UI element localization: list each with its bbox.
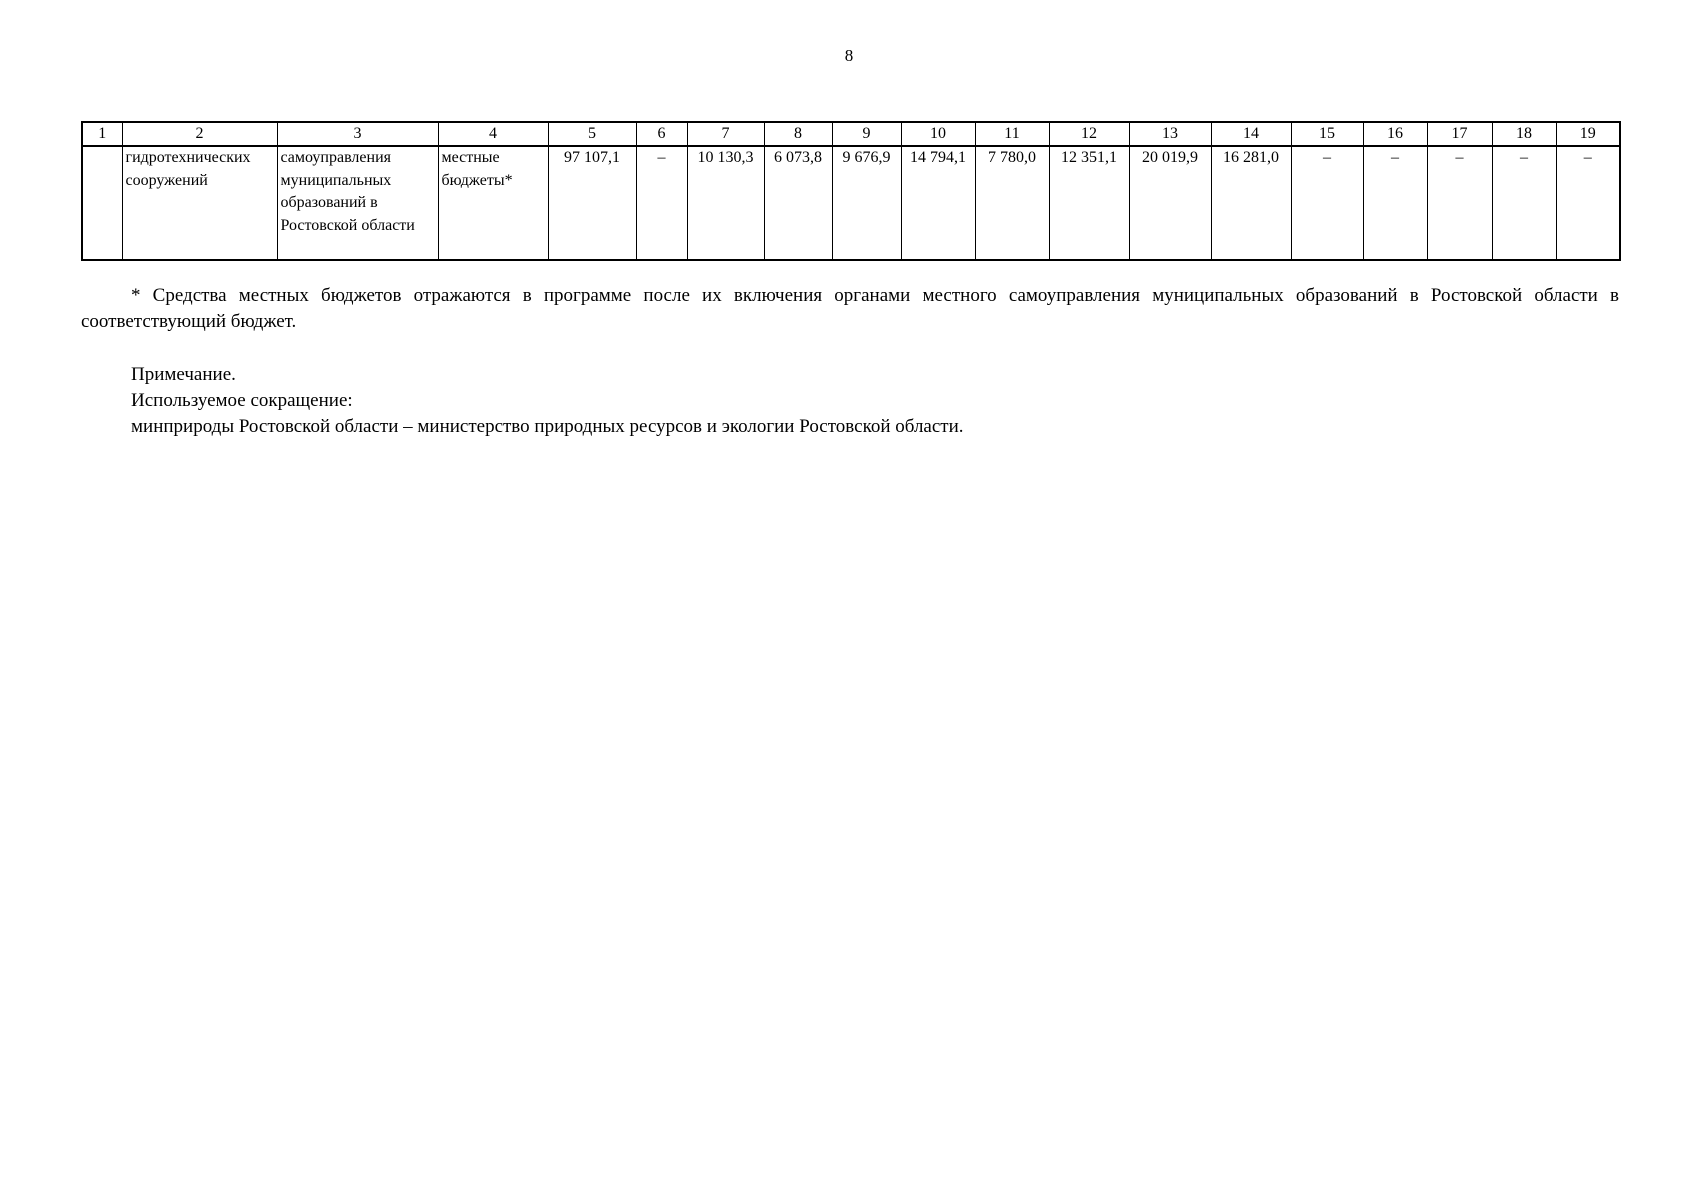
footnote: * Средства местных бюджетов отражаются в программе после их включения органами местного самоуправления муниципальных образований в Ростовской области в соответствующий бюджет. bbox=[81, 285, 1619, 332]
table-cell-source: местные бюджеты* bbox=[438, 146, 548, 260]
table-cell-value: 16 281,0 bbox=[1211, 146, 1291, 260]
note-title: Примечание. bbox=[131, 364, 236, 385]
column-header: 4 bbox=[438, 122, 548, 146]
table-cell-name: гидротехнических сооружений bbox=[122, 146, 277, 260]
column-header: 2 bbox=[122, 122, 277, 146]
table-cell-value: 10 130,3 bbox=[687, 146, 764, 260]
column-header: 19 bbox=[1556, 122, 1620, 146]
note-abbreviation: минприроды Ростовской области – министерство природных ресурсов и экологии Ростовской области. bbox=[131, 416, 964, 437]
table-cell-number bbox=[82, 146, 122, 260]
column-header: 14 bbox=[1211, 122, 1291, 146]
table-cell-value: 7 780,0 bbox=[975, 146, 1049, 260]
table-cell-value: – bbox=[1427, 146, 1492, 260]
column-header: 6 bbox=[636, 122, 687, 146]
column-header: 3 bbox=[277, 122, 438, 146]
table-cell-value: – bbox=[1492, 146, 1556, 260]
table-cell-value: 20 019,9 bbox=[1129, 146, 1211, 260]
column-header: 11 bbox=[975, 122, 1049, 146]
column-header: 1 bbox=[82, 122, 122, 146]
page-number: 8 bbox=[844, 46, 854, 65]
table-cell-value: – bbox=[1291, 146, 1363, 260]
table-cell-executor: самоуправления муниципальных образований в Ростовской области bbox=[277, 146, 438, 260]
column-header: 7 bbox=[687, 122, 764, 146]
table-cell-value: – bbox=[1363, 146, 1427, 260]
column-header: 9 bbox=[832, 122, 901, 146]
table-cell-value: – bbox=[636, 146, 687, 260]
column-header: 17 bbox=[1427, 122, 1492, 146]
table-cell-value: 14 794,1 bbox=[901, 146, 975, 260]
table-cell-value: – bbox=[1556, 146, 1620, 260]
column-header: 8 bbox=[764, 122, 832, 146]
column-header: 16 bbox=[1363, 122, 1427, 146]
table-cell-value: 6 073,8 bbox=[764, 146, 832, 260]
table-cell-value: 12 351,1 bbox=[1049, 146, 1129, 260]
table-cell-value: 97 107,1 bbox=[548, 146, 636, 260]
budget-table bbox=[81, 121, 1621, 261]
column-header: 18 bbox=[1492, 122, 1556, 146]
column-header: 15 bbox=[1291, 122, 1363, 146]
table-cell-value: 9 676,9 bbox=[832, 146, 901, 260]
column-header: 13 bbox=[1129, 122, 1211, 146]
note-subtitle: Используемое сокращение: bbox=[131, 390, 353, 411]
table-header-row bbox=[82, 122, 1620, 146]
table-row bbox=[82, 146, 1620, 260]
note-block bbox=[131, 362, 1611, 440]
column-header: 10 bbox=[901, 122, 975, 146]
column-header: 12 bbox=[1049, 122, 1129, 146]
column-header: 5 bbox=[548, 122, 636, 146]
